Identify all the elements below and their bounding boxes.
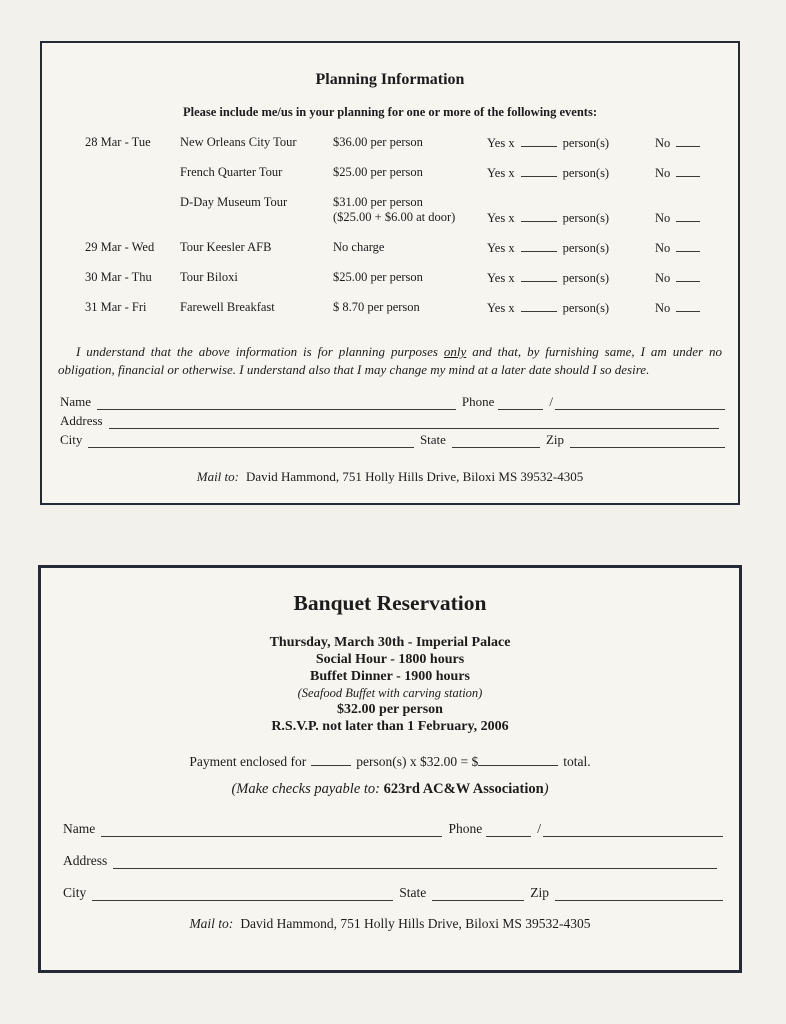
- zip-label: Zip: [545, 432, 564, 447]
- payment-text1: Payment enclosed for: [189, 754, 307, 769]
- state-label: State: [399, 885, 427, 900]
- phone-slash: /: [549, 394, 553, 409]
- yes-option: [487, 300, 655, 316]
- name-label: Name: [60, 394, 92, 409]
- yes-label: Yes x: [487, 166, 515, 180]
- yes-count-blank: [521, 300, 557, 312]
- event-price: $25.00 per person: [333, 270, 423, 284]
- yes-option: [487, 195, 655, 226]
- yes-count-blank: [521, 270, 557, 282]
- address-blank: [113, 855, 717, 869]
- mail-to-address: David Hammond, 751 Holly Hills Drive, Biloxi MS 39532-4305: [245, 469, 584, 484]
- yes-label: Yes x: [487, 136, 515, 150]
- no-blank: [676, 300, 700, 312]
- planning-contact-form: [42, 391, 738, 448]
- checks-close-paren: ): [543, 781, 549, 797]
- city-blank: [92, 887, 393, 901]
- event-row: [42, 300, 738, 330]
- zip-blank: [570, 434, 725, 448]
- yes-label: Yes x: [487, 271, 515, 285]
- mail-to-label: Mail to:: [196, 469, 239, 484]
- event-row: [42, 135, 738, 165]
- checks-italic-text: (Make checks payable to:: [231, 781, 381, 797]
- yes-option: [487, 270, 655, 286]
- banquet-rsvp: R.S.V.P. not later than 1 February, 2006: [271, 719, 509, 734]
- payment-persons-blank: [311, 754, 351, 766]
- no-option: [655, 165, 738, 181]
- yes-count-blank: [521, 135, 557, 147]
- state-label: State: [419, 432, 446, 447]
- name-blank: [97, 396, 456, 410]
- no-option: [655, 270, 738, 286]
- event-price: $25.00 per person: [333, 165, 423, 179]
- phone-slash: /: [537, 821, 541, 836]
- banquet-reservation-card: [38, 565, 742, 973]
- event-price-line1: $31.00 per person: [333, 195, 423, 209]
- city-state-zip-row: [41, 884, 739, 901]
- banquet-title: Banquet Reservation: [293, 591, 487, 615]
- no-label: No: [655, 166, 671, 180]
- no-option: [655, 300, 738, 316]
- phone-number-blank: [543, 823, 723, 837]
- event-row: [42, 240, 738, 270]
- checks-payable-line: [41, 781, 739, 798]
- address-blank: [109, 415, 719, 429]
- no-label: No: [655, 241, 671, 255]
- planning-information-card: [40, 41, 740, 505]
- event-name: French Quarter Tour: [180, 165, 283, 179]
- city-label: City: [60, 432, 83, 447]
- event-price: [333, 195, 487, 225]
- checks-payee: 623rd AC&W Association: [383, 781, 544, 797]
- event-name: Tour Biloxi: [180, 270, 238, 284]
- no-label: No: [655, 301, 671, 315]
- payment-line: [41, 754, 739, 770]
- banquet-buffet-note: (Seafood Buffet with carving station): [297, 686, 483, 700]
- disclaimer-underlined-word: only: [443, 344, 467, 359]
- yes-count-blank: [521, 210, 557, 222]
- event-name: Tour Keesler AFB: [180, 240, 272, 254]
- event-date: 31 Mar - Fri: [85, 300, 147, 314]
- phone-area-blank: [486, 823, 531, 837]
- name-phone-row: [42, 391, 738, 410]
- city-blank: [88, 434, 414, 448]
- event-name: New Orleans City Tour: [180, 135, 297, 149]
- no-blank: [676, 270, 700, 282]
- phone-area-blank: [498, 396, 543, 410]
- no-option: [655, 195, 738, 226]
- no-blank: [676, 165, 700, 177]
- banquet-price: $32.00 per person: [337, 702, 443, 717]
- yes-label: Yes x: [487, 241, 515, 255]
- persons-label: person(s): [562, 136, 610, 150]
- persons-label: person(s): [562, 211, 610, 225]
- banquet-social-hour: Social Hour - 1800 hours: [315, 652, 465, 667]
- event-price: $ 8.70 per person: [333, 300, 420, 314]
- state-blank: [452, 434, 540, 448]
- phone-label: Phone: [448, 821, 483, 836]
- phone-label: Phone: [461, 394, 495, 409]
- planning-subtitle: Please include me/us in your planning for one or more of the following events:: [182, 105, 597, 119]
- name-blank: [101, 823, 442, 837]
- no-blank: [676, 210, 700, 222]
- zip-label: Zip: [530, 885, 549, 900]
- no-label: No: [655, 211, 671, 225]
- event-name: D-Day Museum Tour: [180, 195, 288, 209]
- name-phone-row: [41, 820, 739, 837]
- persons-label: person(s): [562, 301, 610, 315]
- persons-label: person(s): [562, 271, 610, 285]
- name-label: Name: [63, 821, 96, 836]
- payment-text2: person(s) x $32.00 = $: [356, 754, 479, 769]
- state-blank: [432, 887, 524, 901]
- payment-text3: total.: [563, 754, 591, 769]
- zip-blank: [555, 887, 723, 901]
- yes-label: Yes x: [487, 301, 515, 315]
- disclaimer-text: [58, 343, 722, 378]
- event-price: $36.00 per person: [333, 135, 423, 149]
- event-row: [42, 270, 738, 300]
- no-option: [655, 240, 738, 256]
- no-blank: [676, 135, 700, 147]
- banquet-date-venue: Thursday, March 30th - Imperial Palace: [269, 635, 511, 650]
- event-price: No charge: [333, 240, 385, 254]
- yes-option: [487, 240, 655, 256]
- phone-number-blank: [555, 396, 725, 410]
- no-option: [655, 135, 738, 151]
- yes-option: [487, 135, 655, 151]
- city-state-zip-row: [42, 429, 738, 448]
- banquet-contact-form: [41, 820, 739, 901]
- events-table: [42, 135, 738, 330]
- event-row: [42, 195, 738, 240]
- address-label: Address: [60, 413, 103, 428]
- yes-label: Yes x: [487, 211, 515, 225]
- mail-to-label: Mail to:: [189, 916, 234, 931]
- event-name: Farewell Breakfast: [180, 300, 275, 314]
- address-label: Address: [63, 853, 108, 868]
- event-price-line2: ($25.00 + $6.00 at door): [333, 210, 456, 224]
- event-date: 28 Mar - Tue: [85, 135, 151, 149]
- no-label: No: [655, 136, 671, 150]
- no-label: No: [655, 271, 671, 285]
- mail-to-address: David Hammond, 751 Holly Hills Drive, Biloxi MS 39532-4305: [240, 916, 591, 931]
- disclaimer-part1: I understand that the above information is for planning purposes: [76, 344, 444, 359]
- payment-total-blank: [478, 754, 558, 766]
- address-row: [42, 410, 738, 429]
- event-date: 30 Mar - Thu: [85, 270, 152, 284]
- banquet-dinner-time: Buffet Dinner - 1900 hours: [310, 669, 470, 684]
- persons-label: person(s): [562, 166, 610, 180]
- event-row: [42, 165, 738, 195]
- persons-label: person(s): [562, 241, 610, 255]
- yes-count-blank: [521, 165, 557, 177]
- event-date: 29 Mar - Wed: [85, 240, 155, 254]
- disclaimer-part2: and that, by furnishing same, I am under no obligation, financial or otherwise. I understand also that I may change my mind at a later date should I so desire.: [58, 344, 722, 377]
- no-blank: [676, 240, 700, 252]
- mail-to-line: [41, 916, 739, 932]
- city-label: City: [63, 885, 87, 900]
- yes-count-blank: [521, 240, 557, 252]
- mail-to-line: [42, 469, 738, 485]
- address-row: [41, 852, 739, 869]
- yes-option: [487, 165, 655, 181]
- planning-title: Planning Information: [315, 71, 465, 88]
